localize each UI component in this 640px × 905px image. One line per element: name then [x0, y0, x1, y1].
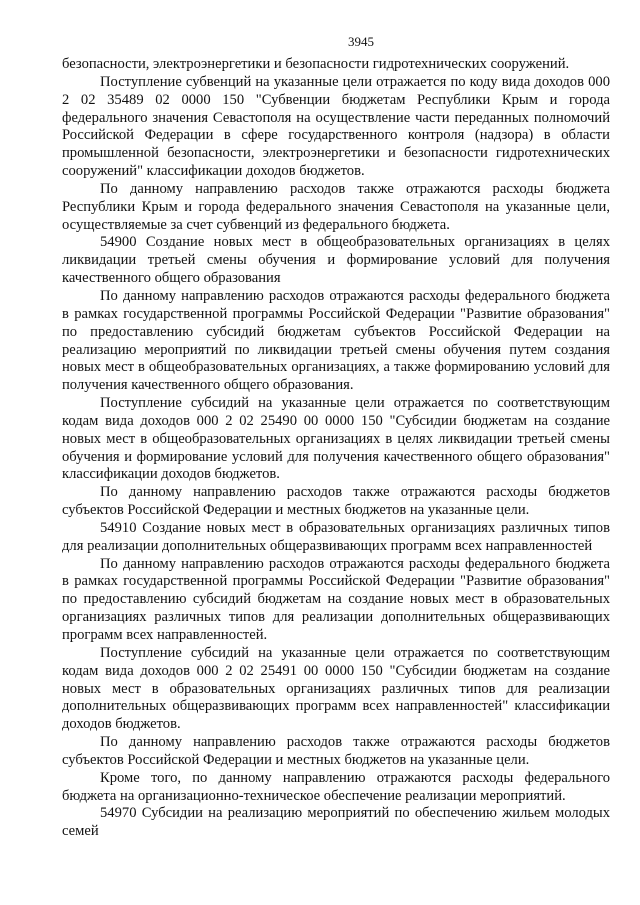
document-page — [62, 30, 610, 841]
paragraph: Кроме того, по данному направлению отражаются расходы федерального бюджета на организационно-техническое обеспечение реализации мероприятий. — [62, 769, 610, 804]
paragraph: По данному направлению расходов также отражаются расходы бюджетов субъектов Российской Федерации и местных бюджетов на указанные цели. — [62, 734, 610, 768]
page-number: 3945 — [348, 34, 374, 49]
paragraph: По данному направлению расходов также отражаются расходы бюджета Республики Крым и города федерального значения Севастополя на указанные цели, осуществляемые за счет субвенций из федерального бюджета. — [62, 180, 610, 233]
section-heading: 54900 Создание новых мест в общеобразовательных организациях в целях ликвидации третьей смены обучения и формирование условий для получения качественного общего образования — [62, 234, 610, 287]
section-heading: 54910 Создание новых мест в образовательных организациях различных типов для реализации дополнительных общеразвивающих программ всех направленностей — [62, 519, 610, 554]
document-body — [62, 56, 610, 841]
paragraph: Поступление субсидий на указанные цели отражается по соответствующим кодам вида доходов 000 2 02 25491 00 0000 150 "Субсидии бюджетам на создание новых мест в образовательных организациях различных типов для реализации дополнительных общеразвивающих программ всех направленностей" классификации доходов бюджетов. — [62, 644, 610, 733]
paragraph: Поступление субвенций на указанные цели отражается по коду вида доходов 000 2 02 35489 02 0000 150 "Субвенции бюджетам Республики Крым и города федерального значения Севастополя на осуществление части переданных полномочий Российской Федерации в сфере государственного контроля (надзора) в области промышленной безопасности, электроэнергетики и безопасности гидротехнических сооружений" классификации доходов бюджетов. — [62, 73, 610, 180]
paragraph: безопасности, электроэнергетики и безопасности гидротехнических сооружений. — [62, 56, 570, 72]
paragraph: Поступление субсидий на указанные цели отражается по соответствующим кодам вида доходов 000 2 02 25490 00 0000 150 "Субсидии бюджетам на создание новых мест в общеобразовательных организациях в целях ликвидации третьей смены обучения и формирование условий для получения качественного общего образования" классификации доходов бюджетов. — [62, 395, 610, 483]
paragraph: По данному направлению расходов отражаются расходы федерального бюджета в рамках государственной программы Российской Федерации "Развитие образования" по предоставлению субсидий бюджетам на создание новых мест в образовательных организациях различных типов для реализации дополнительных общеразвивающих программ всех направленностей. — [62, 555, 610, 643]
paragraph: По данному направлению расходов отражаются расходы федерального бюджета в рамках государственной программы Российской Федерации "Развитие образования" по предоставлению субсидий бюджетам субъектов Российской Федерации на реализацию мероприятий по ликвидации третьей смены обучения путем создания новых мест в общеобразовательных организациях, а также формированию условий для получения качественного общего образования. — [62, 287, 610, 394]
paragraph: По данному направлению расходов также отражаются расходы бюджетов субъектов Российской Федерации и местных бюджетов на указанные цели. — [62, 484, 610, 519]
section-heading: 54970 Субсидии на реализацию мероприятий по обеспечению жильем молодых семей — [62, 805, 610, 840]
